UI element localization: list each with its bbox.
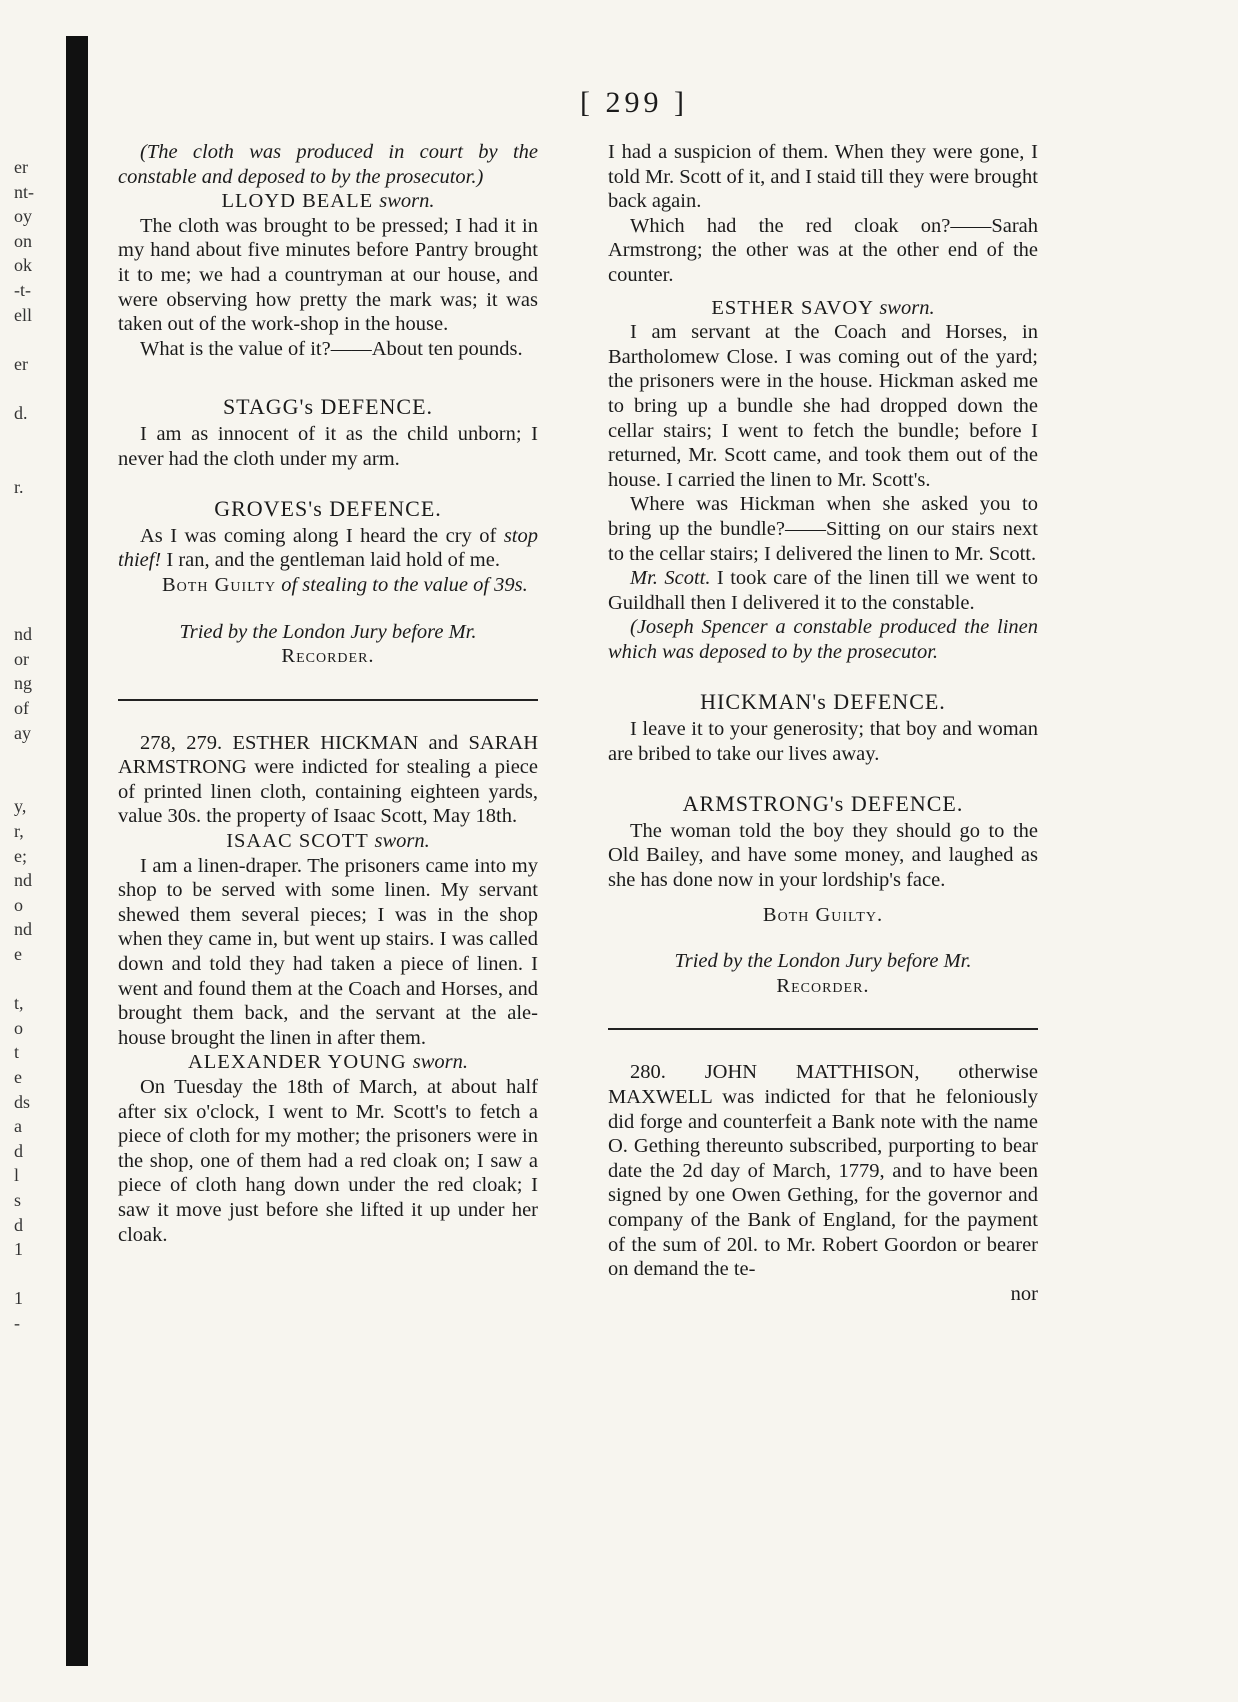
- margin-fragment: ell: [14, 304, 32, 325]
- margin-fragment: [14, 549, 66, 574]
- margin-fragment: [14, 770, 66, 795]
- margin-fragment: -t-: [14, 279, 31, 300]
- margin-fragment: [14, 426, 66, 451]
- margin-fragment: e;: [14, 845, 27, 866]
- book-spine-shadow: [66, 36, 88, 1666]
- margin-fragment: er: [14, 157, 28, 177]
- margin-fragment: [14, 376, 66, 401]
- margin-fragment: nt-: [14, 181, 34, 202]
- section-rule: [608, 1028, 1038, 1030]
- indictment-paragraph: 278, 279. ESTHER HICKMAN and SARAH ARMSTRONG were indicted for stealing a piece of printed linen cloth, containing eighteen yards, value 30s. the property of Isaac Scott, May 18th.: [118, 731, 538, 828]
- recorder-label: Recorder.: [281, 645, 375, 668]
- margin-fragment: o: [14, 1017, 23, 1038]
- margin-fragment: t: [14, 1042, 20, 1063]
- margin-fragment: d: [14, 1140, 23, 1161]
- witness-heading: ESTHER SAVOY sworn.: [711, 296, 935, 319]
- verdict: Both Guilty.: [762, 903, 884, 926]
- margin-fragment: [14, 573, 66, 598]
- margin-fragment: [14, 967, 66, 992]
- court-note: (The cloth was produced in court by the constable and deposed to by the prosecutor.): [118, 141, 538, 188]
- margin-fragment: nd: [14, 624, 32, 645]
- margin-fragment: e: [14, 1066, 22, 1087]
- margin-fragment: of: [14, 698, 29, 719]
- testimony-paragraph: The cloth was brought to be pressed; I had it in my hand about five minutes before Pantry brought it to me; we had a countryman at our house, and were observing how pretty the mark was; it was taken out of the work-shop in the house.: [118, 214, 538, 336]
- verdict: Both Guilty of stealing to the value of 39s.: [162, 573, 528, 596]
- margin-fragment: d: [14, 1214, 23, 1235]
- margin-fragment: 1: [14, 1239, 23, 1260]
- margin-fragment: t,: [14, 993, 24, 1014]
- defence-heading: ARMSTRONG's DEFENCE.: [682, 791, 964, 817]
- witness-heading: ALEXANDER YOUNG sworn.: [187, 1051, 469, 1074]
- margin-fragment: [14, 1262, 66, 1287]
- margin-fragment: y,: [14, 796, 27, 817]
- left-column: [118, 140, 538, 1247]
- margin-fragment: ng: [14, 673, 32, 694]
- tried-by-line: Tried by the London Jury before Mr.: [179, 620, 477, 643]
- defence-heading: STAGG's DEFENCE.: [222, 394, 434, 420]
- margin-fragment: [14, 598, 66, 623]
- margin-fragment: s: [14, 1189, 22, 1210]
- margin-fragment: nd: [14, 919, 32, 940]
- defence-paragraph: I am as innocent of it as the child unborn; I never had the cloth under my arm.: [118, 422, 538, 470]
- testimony-paragraph: Which had the red cloak on?——Sarah Armstrong; the other was at the other end of the counter.: [608, 214, 1038, 286]
- testimony-paragraph: Where was Hickman when she asked you to bring up the bundle?——Sitting on our stairs next to the cellar stairs; I delivered the linen to Mr. Scott.: [608, 493, 1038, 565]
- margin-fragment: ok: [14, 255, 32, 276]
- indictment-paragraph: 280. JOHN MATTHISON, otherwise MAXWELL was indicted for that he feloniously did forge and counterfeit a Bank note with the name O. Gething thereunto subscribed, purporting to bear date the 2d day of March, 1779, and to have been signed by one Owen Gething, for the governor and company of the Bank of England, for the payment of the sum of 20l. to Mr. Robert Goordon or bearer on demand the te-: [608, 1061, 1038, 1281]
- margin-fragment: r.: [14, 476, 24, 497]
- testimony-paragraph: I had a suspicion of them. When they were gone, I told Mr. Scott of it, and I staid till they were brought back again.: [608, 141, 1038, 213]
- margin-fragment: ds: [14, 1091, 31, 1112]
- testimony-paragraph: On Tuesday the 18th of March, at about half after six o'clock, I went to Mr. Scott's to fetch a piece of cloth for my mother; the prisoners were in the shop, one of them had a red cloak on; I saw a piece of cloth hang down under the red cloak; I saw it move just before she lifted it up under her cloak.: [118, 1076, 538, 1246]
- testimony-paragraph: What is the value of it?——About ten pounds.: [140, 337, 523, 360]
- section-rule: [118, 699, 538, 701]
- margin-fragment: a: [14, 1116, 22, 1137]
- recorder-label: Recorder.: [776, 974, 870, 997]
- margin-fragment: [14, 327, 66, 352]
- testimony-paragraph: I am servant at the Coach and Horses, in Bartholomew Close. I was coming out of the yard; the prisoners were in the house. Hickman asked me to bring up a bundle she had dropped down the cellar stairs; I went to fetch the bundle; before I returned, Mr. Scott came, and took them out of the house. I carried the linen to Mr. Scott's.: [608, 321, 1038, 491]
- margin-fragment: nd: [14, 870, 32, 891]
- defence-paragraph: The woman told the boy they should go to the Old Bailey, and have some money, and laughed as she has done now in your lordship's face.: [608, 819, 1038, 892]
- margin-fragment: -: [14, 1312, 20, 1333]
- margin-fragment: [14, 524, 66, 549]
- defence-heading: HICKMAN's DEFENCE.: [700, 689, 946, 715]
- margin-fragment: [14, 499, 66, 524]
- catchword: nor: [1010, 1282, 1038, 1305]
- margin-fragment: r,: [14, 821, 24, 842]
- witness-heading: ISAAC SCOTT sworn.: [226, 830, 430, 853]
- defence-paragraph: I leave it to your generosity; that boy and woman are bribed to take our lives away.: [608, 718, 1038, 765]
- witness-heading: LLOYD BEALE sworn.: [221, 190, 435, 213]
- margin-fragment: or: [14, 648, 29, 669]
- margin-fragment: e: [14, 944, 22, 964]
- margin-fragment: on: [14, 230, 32, 251]
- margin-fragment: er: [14, 353, 28, 374]
- tried-by-line: Tried by the London Jury before Mr.: [674, 950, 972, 973]
- margin-fragment: ay: [14, 722, 31, 743]
- testimony-paragraph: I am a linen-draper. The prisoners came into my shop to be served with some linen. My servant shewed them several pieces; I was in the shop when they came in, but went up stairs. I was called down and told they had taken a piece of linen. I went and found them at the Coach and Horses, and brought them back, and the servant at the ale-house brought the linen in after them.: [118, 854, 538, 1049]
- margin-fragment: 1: [14, 1288, 23, 1309]
- margin-fragment: l: [14, 1165, 20, 1186]
- defence-paragraph: As I was coming along I heard the cry of stop thief! I ran, and the gentleman laid hold of me.: [118, 524, 538, 572]
- court-note: (Joseph Spencer a constable produced the linen which was deposed to by the prosecutor.: [608, 616, 1038, 663]
- margin-fragment: [14, 450, 66, 475]
- adjacent-page-margin: [14, 155, 66, 1336]
- margin-fragment: o: [14, 894, 23, 915]
- right-column: [608, 140, 1038, 1306]
- margin-fragment: oy: [14, 206, 32, 227]
- margin-fragment: [14, 745, 66, 770]
- testimony-paragraph: Mr. Scott. I took care of the linen till we went to Guildhall then I delivered it to the constable.: [608, 567, 1038, 614]
- defence-heading: GROVES's DEFENCE.: [214, 496, 442, 522]
- margin-fragment: d.: [14, 402, 28, 423]
- page-number: [ 299 ]: [580, 86, 688, 119]
